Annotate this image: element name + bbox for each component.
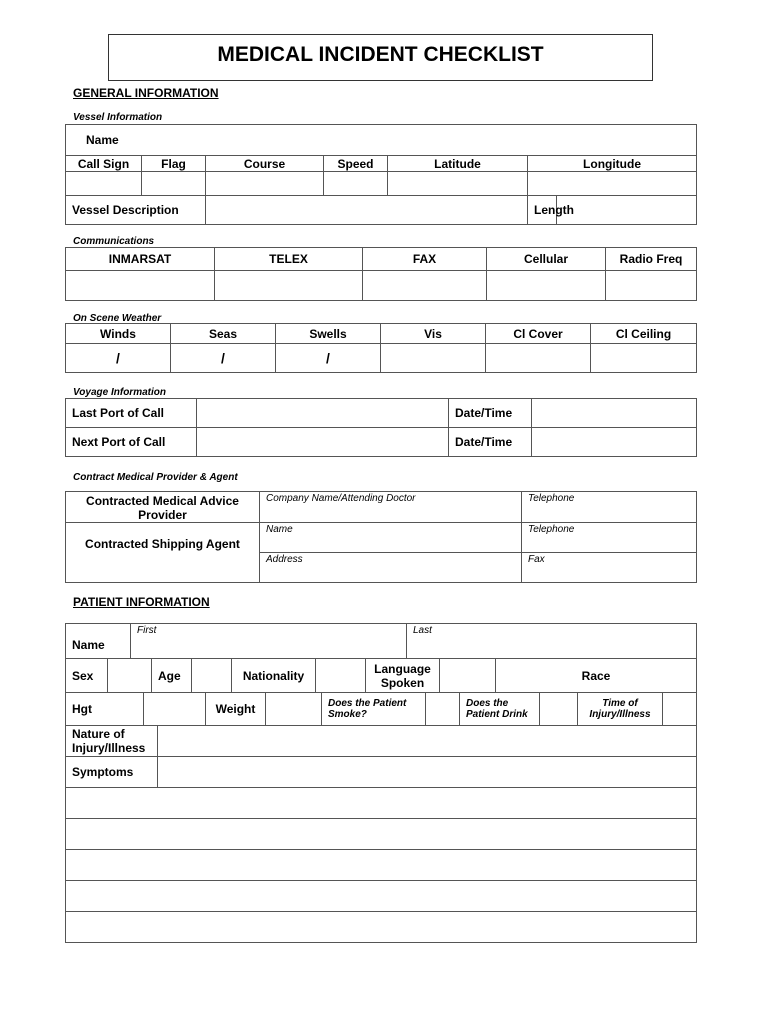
weather-table	[65, 323, 697, 373]
course-input[interactable]	[206, 172, 324, 196]
first-name-field[interactable]	[131, 624, 407, 659]
title-box	[108, 34, 653, 81]
vis-header: Vis	[381, 324, 486, 344]
symptoms-line-3[interactable]	[66, 850, 697, 881]
swells-header: Swells	[276, 324, 381, 344]
swells-input[interactable]	[276, 344, 381, 373]
agent-address-label: Address	[266, 554, 303, 565]
latitude-input[interactable]	[388, 172, 528, 196]
patient-name-label: Name	[66, 624, 131, 659]
symptoms-input[interactable]	[158, 757, 697, 788]
fax-input[interactable]	[363, 271, 487, 301]
call-sign-header: Call Sign	[66, 156, 142, 172]
cellular-header: Cellular	[487, 248, 606, 271]
contract-table	[65, 491, 697, 583]
time-of-injury-input[interactable]	[663, 693, 697, 726]
cl-cover-input[interactable]	[486, 344, 591, 373]
next-port-label: Next Port of Call	[66, 428, 197, 457]
age-label: Age	[152, 659, 192, 693]
agent-name-field[interactable]	[260, 523, 522, 553]
first-name-label: First	[137, 625, 157, 636]
language-spoken-label: Language Spoken	[366, 659, 440, 693]
voyage-subheading: Voyage Information	[73, 387, 166, 398]
company-doctor-field[interactable]	[260, 492, 522, 523]
age-input[interactable]	[192, 659, 232, 693]
vessel-info-subheading: Vessel Information	[73, 112, 163, 123]
radio-freq-input[interactable]	[606, 271, 697, 301]
last-name-label: Last	[413, 625, 432, 636]
longitude-input[interactable]	[528, 172, 697, 196]
patient-info-heading: PATIENT INFORMATION	[73, 595, 210, 609]
winds-input[interactable]	[66, 344, 171, 373]
communications-subheading: Communications	[73, 236, 155, 247]
contract-subheading: Contract Medical Provider & Agent	[73, 472, 238, 483]
vessel-name-label: Name	[86, 133, 119, 147]
vessel-name-field[interactable]	[66, 125, 697, 156]
patient-vitals-table	[65, 692, 697, 726]
radio-freq-header: Radio Freq	[606, 248, 697, 271]
nature-input[interactable]	[158, 726, 697, 757]
general-info-heading: GENERAL INFORMATION	[73, 86, 219, 100]
weight-label: Weight	[206, 693, 266, 726]
flag-header: Flag	[142, 156, 206, 172]
last-port-input[interactable]	[197, 399, 449, 428]
speed-header: Speed	[324, 156, 388, 172]
speed-input[interactable]	[324, 172, 388, 196]
nationality-input[interactable]	[316, 659, 366, 693]
telex-header: TELEX	[215, 248, 363, 271]
symptoms-line-1[interactable]	[66, 788, 697, 819]
seas-input[interactable]	[171, 344, 276, 373]
weight-input[interactable]	[266, 693, 322, 726]
flag-input[interactable]	[142, 172, 206, 196]
patient-demographics-table	[65, 658, 697, 693]
fax-header: FAX	[363, 248, 487, 271]
medical-provider-label: Contracted Medical Advice Provider	[66, 492, 260, 523]
cl-ceiling-header: Cl Ceiling	[591, 324, 697, 344]
next-port-datetime-label: Date/Time	[449, 428, 532, 457]
agent-fax-field[interactable]	[522, 553, 697, 583]
nationality-label: Nationality	[232, 659, 316, 693]
last-port-datetime-input[interactable]	[532, 399, 697, 428]
last-port-label: Last Port of Call	[66, 399, 197, 428]
patient-details-table	[65, 725, 697, 943]
hgt-label: Hgt	[66, 693, 144, 726]
swells-slash: /	[326, 350, 330, 366]
hgt-input[interactable]	[144, 693, 206, 726]
drink-input[interactable]	[540, 693, 578, 726]
vessel-table	[65, 124, 697, 225]
latitude-header: Latitude	[388, 156, 528, 172]
communications-table	[65, 247, 697, 301]
symptoms-line-2[interactable]	[66, 819, 697, 850]
smoke-input[interactable]	[426, 693, 460, 726]
winds-slash: /	[116, 350, 120, 366]
call-sign-input[interactable]	[66, 172, 142, 196]
cellular-input[interactable]	[487, 271, 606, 301]
weather-subheading: On Scene Weather	[73, 313, 162, 324]
agent-fax-label: Fax	[528, 554, 545, 565]
agent-telephone-label: Telephone	[528, 524, 575, 535]
symptoms-line-4[interactable]	[66, 881, 697, 912]
vis-input[interactable]	[381, 344, 486, 373]
nature-label: Nature of Injury/Illness	[66, 726, 158, 757]
cl-cover-header: Cl Cover	[486, 324, 591, 344]
agent-name-label: Name	[266, 524, 293, 535]
inmarsat-input[interactable]	[66, 271, 215, 301]
time-of-injury-label: Time of Injury/Illness	[578, 693, 663, 726]
page-title: MEDICAL INCIDENT CHECKLIST	[217, 43, 544, 66]
agent-address-field[interactable]	[260, 553, 522, 583]
inmarsat-header: INMARSAT	[66, 248, 215, 271]
vessel-description-input[interactable]	[206, 196, 528, 225]
shipping-agent-label: Contracted Shipping Agent	[66, 523, 260, 583]
patient-name-table	[65, 623, 697, 659]
voyage-table	[65, 398, 697, 457]
vessel-description-label: Vessel Description	[66, 196, 206, 225]
agent-telephone-field[interactable]	[522, 523, 697, 553]
length-label: Length	[528, 196, 557, 225]
symptoms-line-5[interactable]	[66, 912, 697, 943]
seas-header: Seas	[171, 324, 276, 344]
cl-ceiling-input[interactable]	[591, 344, 697, 373]
last-name-field[interactable]	[407, 624, 697, 659]
next-port-input[interactable]	[197, 428, 449, 457]
drink-label: Does the Patient Drink	[460, 693, 540, 726]
sex-label: Sex	[66, 659, 108, 693]
winds-header: Winds	[66, 324, 171, 344]
course-header: Course	[206, 156, 324, 172]
length-input[interactable]	[557, 196, 697, 225]
sex-input[interactable]	[108, 659, 152, 693]
smoke-label: Does the Patient Smoke?	[322, 693, 426, 726]
company-doctor-label: Company Name/Attending Doctor	[266, 493, 416, 504]
longitude-header: Longitude	[528, 156, 697, 172]
seas-slash: /	[221, 350, 225, 366]
language-spoken-input[interactable]	[440, 659, 496, 693]
last-port-datetime-label: Date/Time	[449, 399, 532, 428]
telex-input[interactable]	[215, 271, 363, 301]
symptoms-label: Symptoms	[66, 757, 158, 788]
provider-telephone-field[interactable]	[522, 492, 697, 523]
next-port-datetime-input[interactable]	[532, 428, 697, 457]
race-label: Race	[496, 659, 697, 693]
provider-telephone-label: Telephone	[528, 493, 575, 504]
